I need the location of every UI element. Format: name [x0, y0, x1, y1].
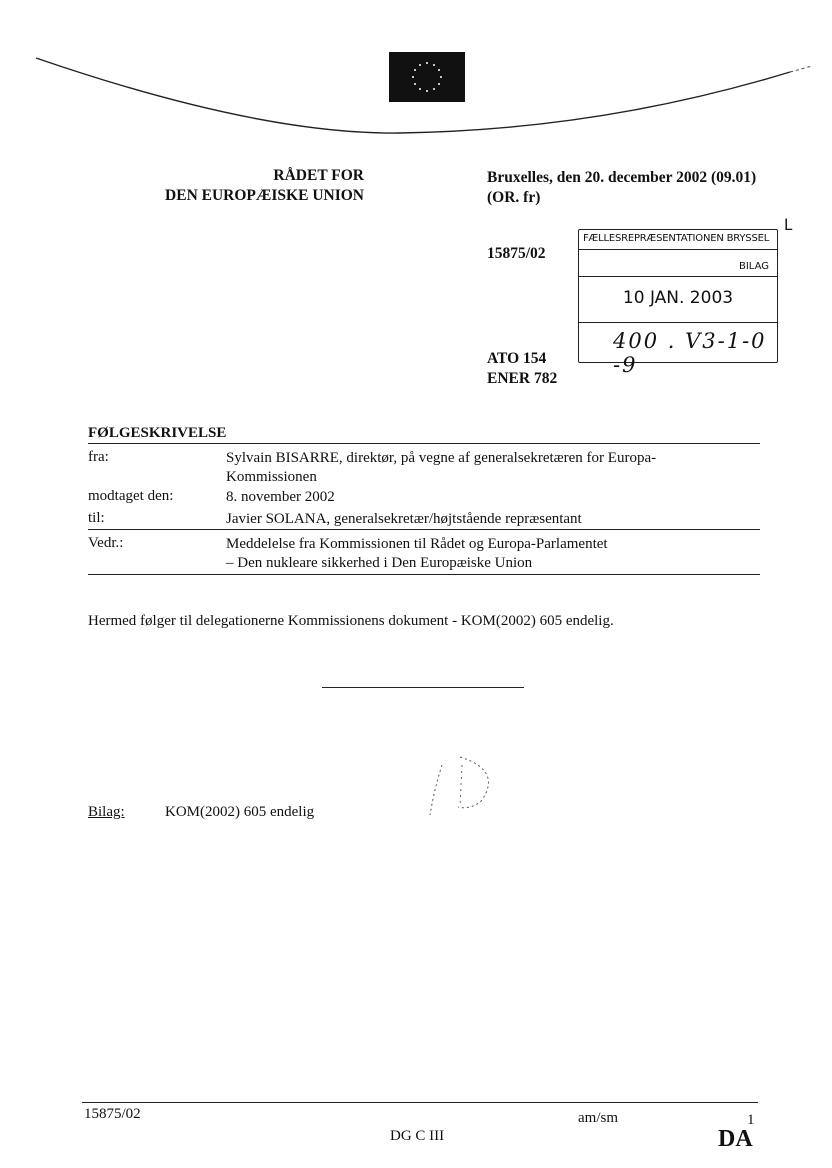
code-ener: ENER 782: [487, 370, 558, 387]
code-ato: ATO 154: [487, 350, 547, 367]
footer-language-code: DA: [718, 1126, 753, 1152]
to-label: til:: [88, 510, 105, 526]
to-value: Javier SOLANA, generalsekretær/højtstående repræsentant: [226, 511, 582, 527]
enclosure-value: KOM(2002) 605 endelig: [165, 804, 315, 820]
date-block: [487, 168, 756, 208]
document-number: 15875/02: [487, 245, 546, 262]
received-value: 8. november 2002: [226, 489, 335, 505]
subject-rule: [88, 574, 760, 575]
stamp-handwritten-number: 400 . V3-1-0 -9: [613, 329, 767, 377]
stamp-divider: [579, 249, 777, 250]
handwritten-mark: ᒪ: [784, 216, 793, 234]
council-line-1: RÅDET FOR: [273, 167, 364, 184]
stamp-date: 10 JAN. 2003: [622, 288, 734, 308]
from-value-line-2: Kommissionen: [226, 469, 317, 485]
from-label: fra:: [88, 449, 109, 465]
received-label: modtaget den:: [88, 488, 174, 504]
heading-rule: [88, 443, 760, 444]
from-value-line-1: Sylvain BISARRE, direktør, på vegne af generalsekretæren for Europa-: [226, 450, 657, 466]
body-text: Hermed følger til delegationerne Kommissionens dokument - KOM(2002) 605 endelig.: [88, 613, 614, 629]
council-name: [120, 166, 364, 206]
stamp-title: FÆLLESREPRÆSENTATIONEN BRYSSEL: [583, 233, 770, 244]
footer-rule: [82, 1102, 758, 1103]
council-line-2: DEN EUROPÆISKE UNION: [165, 187, 364, 204]
footer-page-number: 1: [747, 1112, 755, 1128]
subject-line-1: Meddelelse fra Kommissionen til Rådet og Europa-Parlamentet: [226, 536, 608, 552]
classification-codes: [487, 349, 557, 389]
subject-label: Vedr.:: [88, 535, 124, 551]
original-language: (OR. fr): [487, 189, 541, 206]
footer-initials: am/sm: [578, 1110, 618, 1126]
stamp-divider: [579, 322, 777, 323]
stamp-bilag: BILAG: [738, 261, 769, 272]
date-line: Bruxelles, den 20. december 2002 (09.01): [487, 169, 757, 186]
handwritten-scribble: [412, 745, 512, 825]
footer-doc-number: 15875/02: [84, 1106, 141, 1122]
to-rule: [88, 529, 760, 530]
separator-rule: [322, 687, 524, 688]
footer-dg: DG C III: [390, 1128, 445, 1144]
from-value: [226, 449, 656, 487]
cover-note-heading: FØLGESKRIVELSE: [88, 425, 227, 441]
eu-flag-logo: [389, 52, 465, 102]
subject-line-2: – Den nukleare sikkerhed i Den Europæiske Union: [226, 555, 533, 571]
stamp-divider: [579, 276, 777, 277]
enclosure-label: Bilag:: [88, 804, 125, 820]
reception-stamp: [578, 229, 778, 377]
subject-value: [226, 535, 608, 573]
